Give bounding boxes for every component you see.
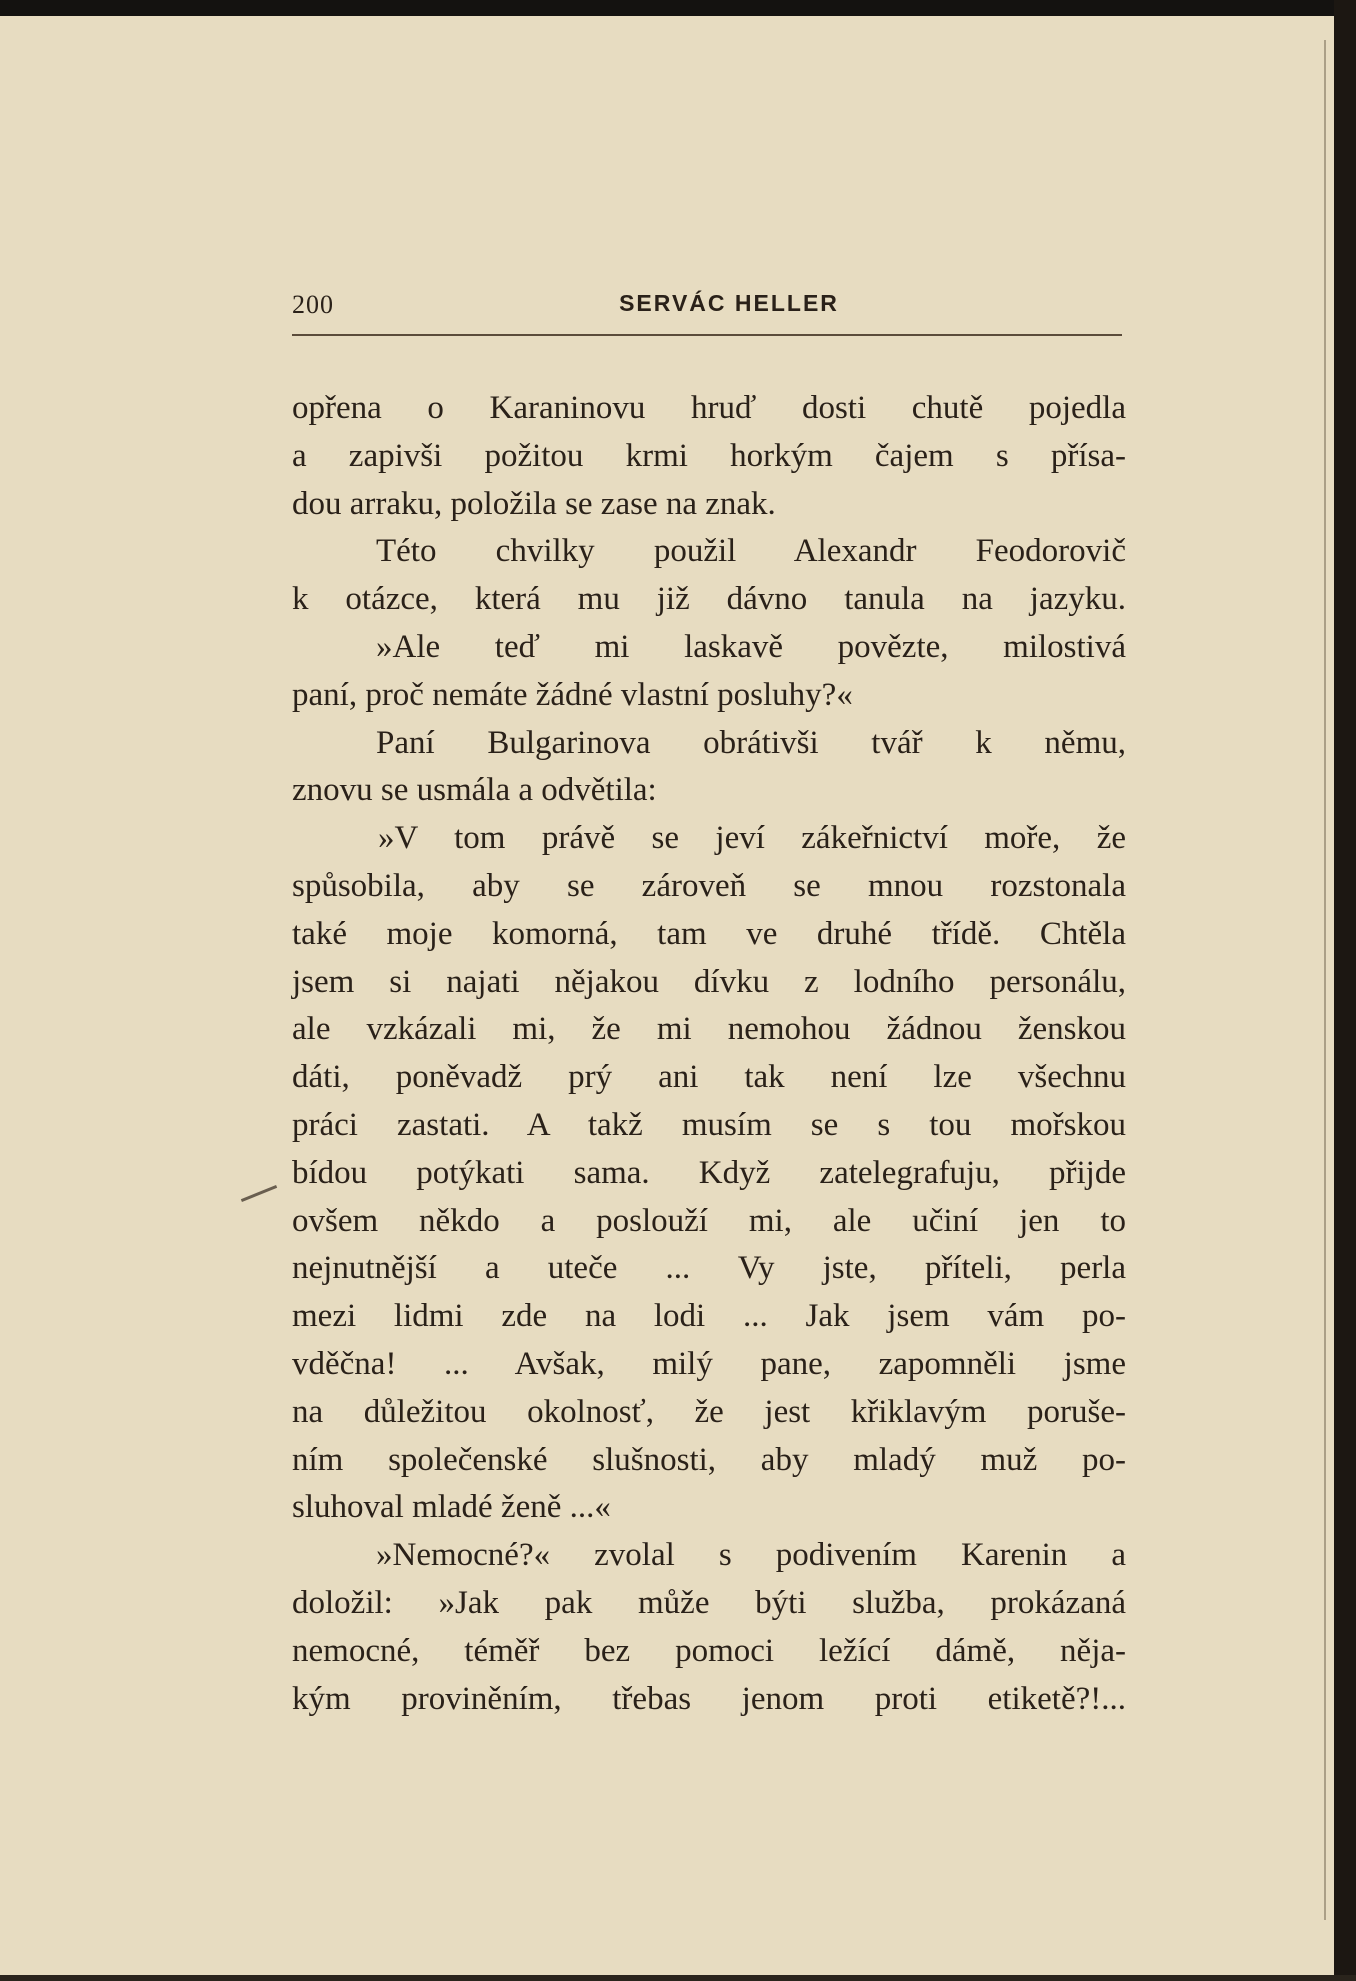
text-line: práci zastati. A takž musím se s tou mořskou (292, 1106, 1126, 1143)
text-line: a zapivši požitou krmi horkým čajem s přísa- (292, 437, 1126, 474)
running-header (292, 290, 1122, 336)
text-line: Této chvilky použil Alexandr Feodorovič (376, 533, 1126, 570)
running-title: SERVÁC HELLER (619, 290, 839, 316)
text-line: mezi lidmi zde na lodi ... Jak jsem vám po- (292, 1298, 1126, 1335)
scan-border-right (1334, 0, 1356, 1981)
text-line: nemocné, téměř bez pomoci ležící dámě, něja- (292, 1632, 1126, 1669)
text-line: ale vzkázali mi, že mi nemohou žádnou ženskou (292, 1011, 1126, 1048)
text-line: na důležitou okolnosť, že jest křiklavým poruše- (292, 1393, 1126, 1430)
text-line: sluhoval mladé ženě ...« (292, 1489, 611, 1526)
text-line: paní, proč nemáte žádné vlastní posluhy?« (292, 676, 853, 713)
body-text (292, 385, 1126, 1723)
text-line: ovšem někdo a poslouží mi, ale učiní jen to (292, 1202, 1126, 1239)
text-line: doložil: »Jak pak může býti služba, prokázaná (292, 1584, 1126, 1621)
text-line: dáti, poněvadž prý ani tak není lze všechnu (292, 1059, 1126, 1096)
text-line: »Ale teď mi laskavě povězte, milostivá (376, 628, 1126, 665)
text-line: spůsobila, aby se zároveň se mnou rozstonala (292, 867, 1126, 904)
text-line: opřena o Karaninovu hruď dosti chutě pojedla (292, 390, 1126, 426)
scan-border-top (0, 0, 1356, 16)
text-line: také moje komorná, tam ve druhé třídě. Chtěla (292, 915, 1126, 952)
text-line: k otázce, která mu již dávno tanula na jazyku. (292, 581, 1126, 618)
text-line: vděčna! ... Avšak, milý pane, zapomněli jsme (292, 1345, 1126, 1382)
page-number: 200 (292, 290, 334, 319)
text-line: Paní Bulgarinova obrátivši tvář k němu, (376, 724, 1126, 761)
text-line: nejnutnější a uteče ... Vy jste, příteli, perla (292, 1250, 1126, 1287)
text-line: ním společenské slušnosti, aby mladý muž po- (292, 1441, 1126, 1478)
scan-border-bottom (0, 1975, 1356, 1981)
text-line: »V tom právě se jeví zákeřnictví moře, že (378, 820, 1126, 857)
text-line: bídou potýkati sama. Když zatelegrafuju, přijde (292, 1154, 1126, 1191)
text-line: kým proviněním, třebas jenom proti etiketě?!... (292, 1680, 1126, 1717)
text-line: jsem si najati nějakou dívku z lodního personálu, (292, 963, 1126, 1000)
text-line: »Nemocné?« zvolal s podivením Karenin a (376, 1537, 1126, 1574)
text-line: dou arraku, položila se zase na znak. (292, 485, 776, 522)
text-line: znovu se usmála a odvětila: (292, 772, 657, 809)
pencil-mark (241, 1185, 277, 1202)
page-fold-shadow (1324, 40, 1330, 1920)
